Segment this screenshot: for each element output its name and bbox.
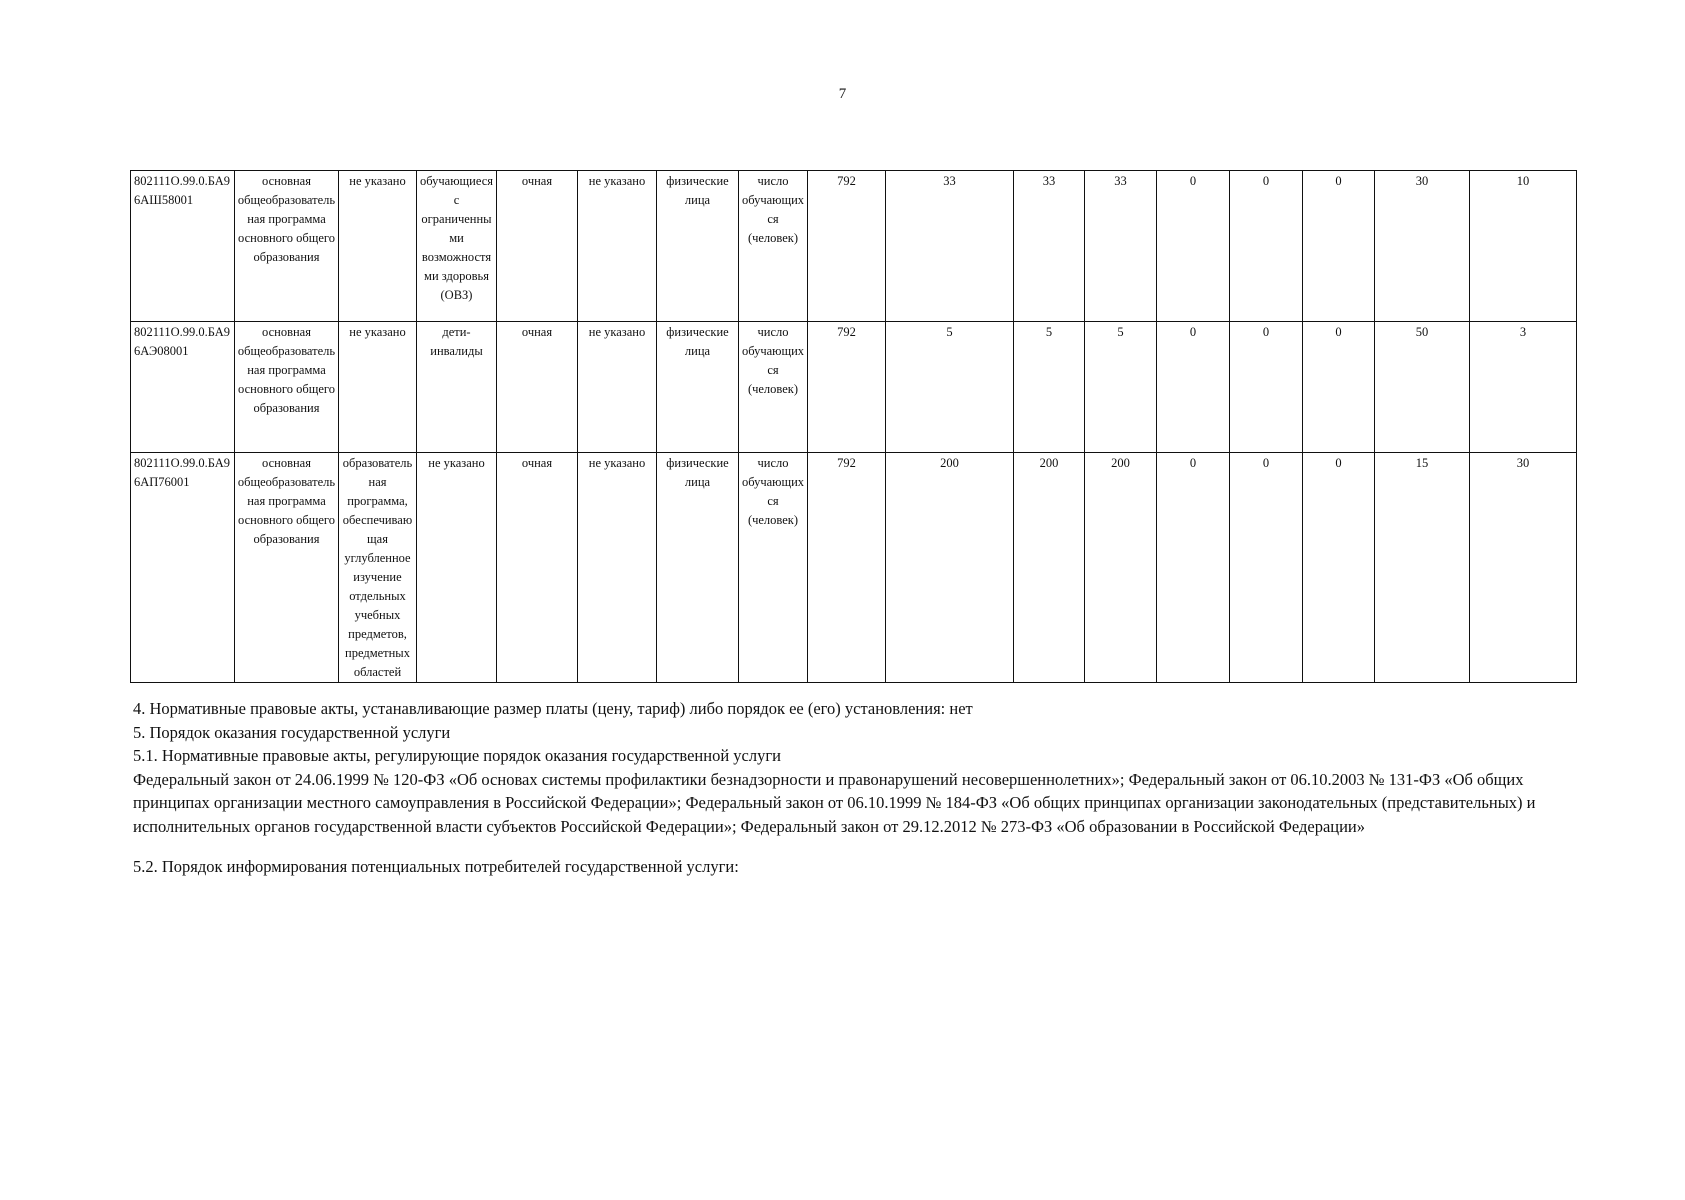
indicator-cell: число обучающихся (человек)	[739, 171, 808, 322]
value-cell: 10	[1470, 171, 1577, 322]
value-cell: 15	[1375, 453, 1470, 683]
value-cell: 33	[886, 171, 1014, 322]
value-cell: 0	[1157, 453, 1230, 683]
federal-laws-paragraph: Федеральный закон от 24.06.1999 № 120-ФЗ «Об основах системы профилактики безнадзорности и правонарушений несовершеннолетних»; Федеральный закон от 06.10.2003 № 131-ФЗ «Об общих принципах организации местного самоуправления в Российской Федерации»; Федеральный закон от 06.10.1999 № 184-ФЗ «Об общих принципах организации законодательных (представительных) и исполнительных органов государственной власти субъектов Российской Федерации»; Федеральный закон от 29.12.2012 № 273-ФЗ «Об образовании в Российской Федерации»	[133, 769, 1536, 836]
category-cell: не указано	[417, 453, 497, 683]
informing-procedure-heading: 5.2. Порядок информирования потенциальных потребителей государственной услуги:	[133, 857, 739, 876]
service-procedure-heading: 5. Порядок оказания государственной услуги	[133, 722, 451, 742]
value-cell: 33	[1014, 171, 1085, 322]
table-row	[131, 453, 1577, 683]
value-cell: 33	[1085, 171, 1157, 322]
program-type-cell: не указано	[339, 322, 417, 453]
program-cell: основная общеобразовательная программа основного общего образования	[235, 322, 339, 453]
value-cell: 200	[1014, 453, 1085, 683]
value-cell: 5	[886, 322, 1014, 453]
registry-code-cell: 802111О.99.0.БА96АП76001	[131, 453, 235, 683]
param-cell: не указано	[578, 171, 657, 322]
value-cell: 5	[1014, 322, 1085, 453]
service-volume-table	[130, 170, 1577, 683]
param-cell: не указано	[578, 322, 657, 453]
registry-code-cell: 802111О.99.0.БА96АШ58001	[131, 171, 235, 322]
value-cell: 0	[1157, 171, 1230, 322]
notes-section	[133, 697, 1563, 879]
form-cell: очная	[497, 453, 578, 683]
category-cell: дети-инвалиды	[417, 322, 497, 453]
category-cell: обучающиеся с ограниченными возможностями здоровья (ОВЗ)	[417, 171, 497, 322]
value-cell: 3	[1470, 322, 1577, 453]
value-cell: 0	[1157, 322, 1230, 453]
page-number: 7	[838, 86, 847, 102]
consumers-cell: физические лица	[657, 322, 739, 453]
program-type-cell: не указано	[339, 171, 417, 322]
value-cell: 0	[1230, 171, 1303, 322]
program-cell: основная общеобразовательная программа основного общего образования	[235, 453, 339, 683]
value-cell: 200	[1085, 453, 1157, 683]
indicator-cell: число обучающихся (человек)	[739, 453, 808, 683]
program-cell: основная общеобразовательная программа основного общего образования	[235, 171, 339, 322]
param-cell: не указано	[578, 453, 657, 683]
regulatory-acts-heading: 5.1. Нормативные правовые акты, регулирующие порядок оказания государственной услуги	[133, 746, 781, 765]
registry-code-cell: 802111О.99.0.БА96АЭ08001	[131, 322, 235, 453]
table-row	[131, 322, 1577, 453]
value-cell: 5	[1085, 322, 1157, 453]
value-cell: 0	[1303, 453, 1375, 683]
table-row	[131, 171, 1577, 322]
consumers-cell: физические лица	[657, 453, 739, 683]
value-cell: 0	[1303, 322, 1375, 453]
value-cell: 0	[1230, 453, 1303, 683]
consumers-cell: физические лица	[657, 171, 739, 322]
okei-cell: 792	[808, 171, 886, 322]
okei-cell: 792	[808, 453, 886, 683]
value-cell: 0	[1303, 171, 1375, 322]
indicator-cell: число обучающихся (человек)	[739, 322, 808, 453]
value-cell: 200	[886, 453, 1014, 683]
form-cell: очная	[497, 171, 578, 322]
value-cell: 50	[1375, 322, 1470, 453]
form-cell: очная	[497, 322, 578, 453]
program-type-cell: образовательная программа, обеспечивающая углубленное изучение отдельных учебных предметов, предметных областей	[339, 453, 417, 683]
value-cell: 0	[1230, 322, 1303, 453]
value-cell: 30	[1470, 453, 1577, 683]
value-cell: 30	[1375, 171, 1470, 322]
fee-acts-paragraph: 4. Нормативные правовые акты, устанавливающие размер платы (цену, тариф) либо порядок ее (его) установления: нет	[133, 699, 973, 718]
okei-cell: 792	[808, 322, 886, 453]
